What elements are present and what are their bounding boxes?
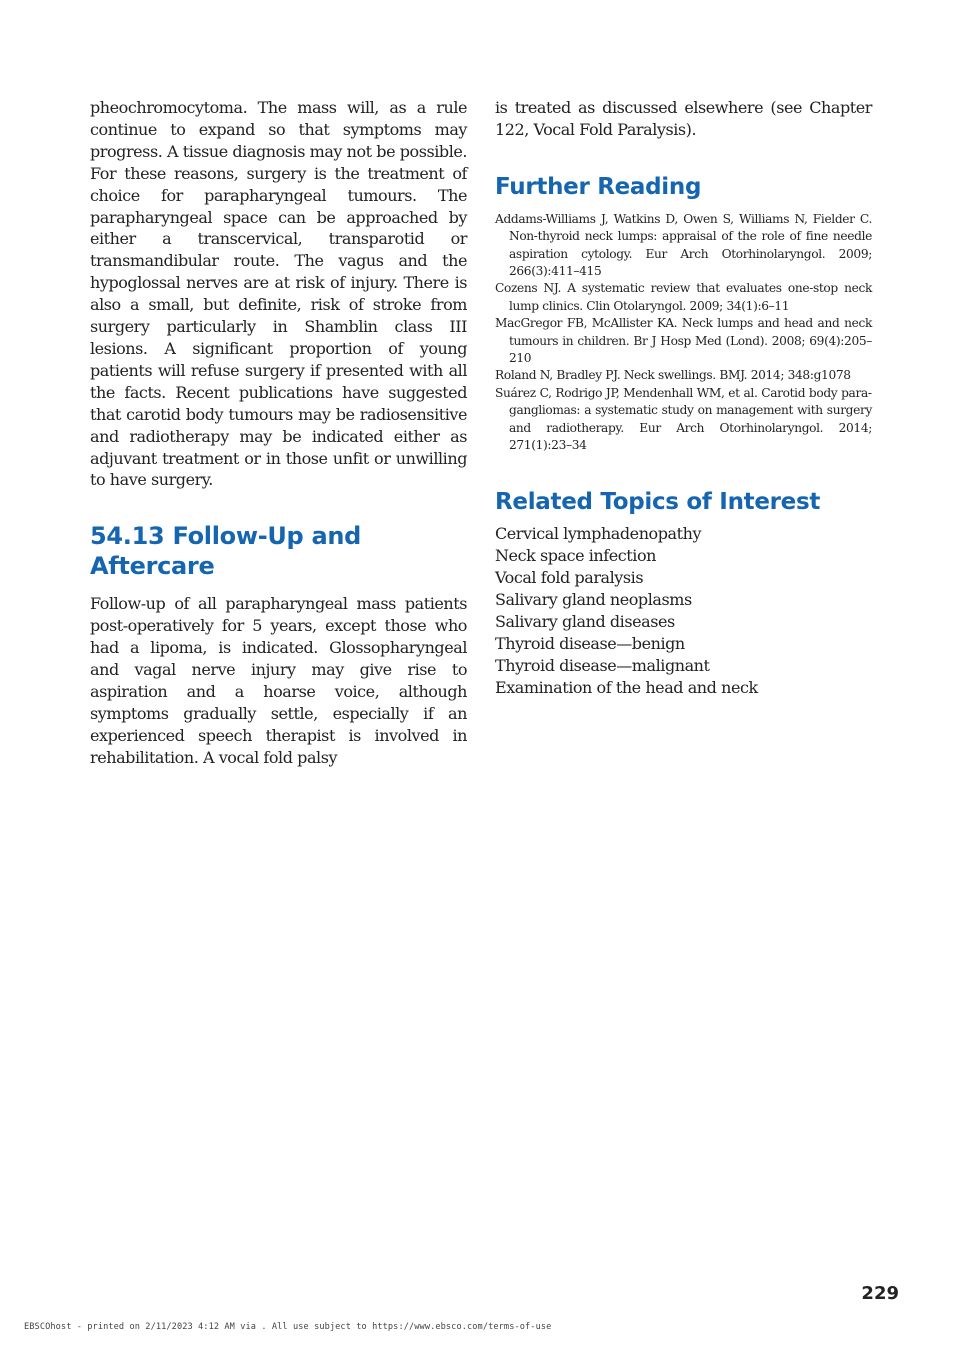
reference-item: Roland N, Bradley PJ. Neck swellings. BMJ. 2014; 348:g1078 (495, 368, 851, 383)
left-column (90, 97, 467, 769)
related-topics-list (495, 523, 872, 699)
related-topic-item: Vocal fold paralysis (495, 567, 644, 587)
related-topic-item: Salivary gland diseases (495, 611, 675, 631)
reference-item: MacGregor FB, McAllister KA. Neck lumps and head and neck tumours in children. Br J Hosp Med (Lond). 2008; 69(4):205–210 (495, 316, 872, 366)
body-paragraph-follow-up: Follow-up of all parapharyngeal mass patients post-operatively for 5 years, except those who had a lipoma, is indicated. Glossopharyngeal and vagal nerve injury may give rise to aspiration and a hoarse voice, although symptoms gradually settle, especially if an experienced speech therapist is involved in rehabilitation. A vocal fold palsy (90, 594, 467, 767)
reference-item: Cozens NJ. A systematic review that evaluates one-stop neck lump clinics. Clin Otolaryngol. 2009; 34(1):6–11 (495, 281, 872, 313)
related-topic-item: Examination of the head and neck (495, 677, 758, 697)
reference-item: Addams-Williams J, Watkins D, Owen S, Williams N, Fielder C. Non-thyroid neck lumps: appraisal of the role of fine needle aspiration cytology. Eur Arch Otorhinolaryngol. 2009; 266(3):411–415 (495, 211, 872, 279)
related-topic-item: Thyroid disease—malignant (495, 655, 710, 675)
related-topic-item: Salivary gland neoplasms (495, 589, 692, 609)
related-topics-heading: Related Topics of Interest (495, 488, 821, 515)
page-number: 229 (861, 1283, 899, 1304)
reference-item: Suárez C, Rodrigo JP, Mendenhall WM, et al. Carotid body paragangliomas: a systematic study on management with surgery and radiotherapy. Eur Arch Otorhinolaryngol. 2014; 271(1):23–34 (495, 385, 872, 453)
related-topic-item: Thyroid disease—benign (495, 633, 685, 653)
related-topic-item: Cervical lymphadenopathy (495, 523, 702, 543)
print-footer: EBSCOhost - printed on 2/11/2023 4:12 AM via . All use subject to https://www.ebsco.com/terms-of-use (24, 1322, 552, 1332)
related-topic-item: Neck space infection (495, 545, 656, 565)
reference-list (495, 211, 872, 455)
right-column (495, 97, 872, 699)
body-paragraph-continued: is treated as discussed elsewhere (see Chapter 122, Vocal Fold Paralysis). (495, 98, 872, 139)
body-paragraph-treatment: pheochromocytoma. The mass will, as a rule continue to expand so that symptoms may progress. A tissue diagnosis may not be possible. For these reasons, surgery is the treatment of choice for parapharyngeal tumours. The parapharyngeal space can be approached by either a transcervical, transparotid or transmandibular route. The vagus and the hypoglossal nerves are at risk of injury. There is also a small, but definite, risk of stroke from surgery particularly in Shamblin class III lesions. A significant proportion of young patients will refuse surgery if presented with all the facts. Recent publications have suggested that carotid body tumours may be radiosensitive and radiotherapy may be indicated either as adjuvant treatment or in those unfit or unwilling to have surgery. (90, 98, 468, 490)
further-reading-heading: Further Reading (495, 173, 702, 200)
section-heading-follow-up: 54.13 Follow-Up and Aftercare (90, 522, 362, 581)
